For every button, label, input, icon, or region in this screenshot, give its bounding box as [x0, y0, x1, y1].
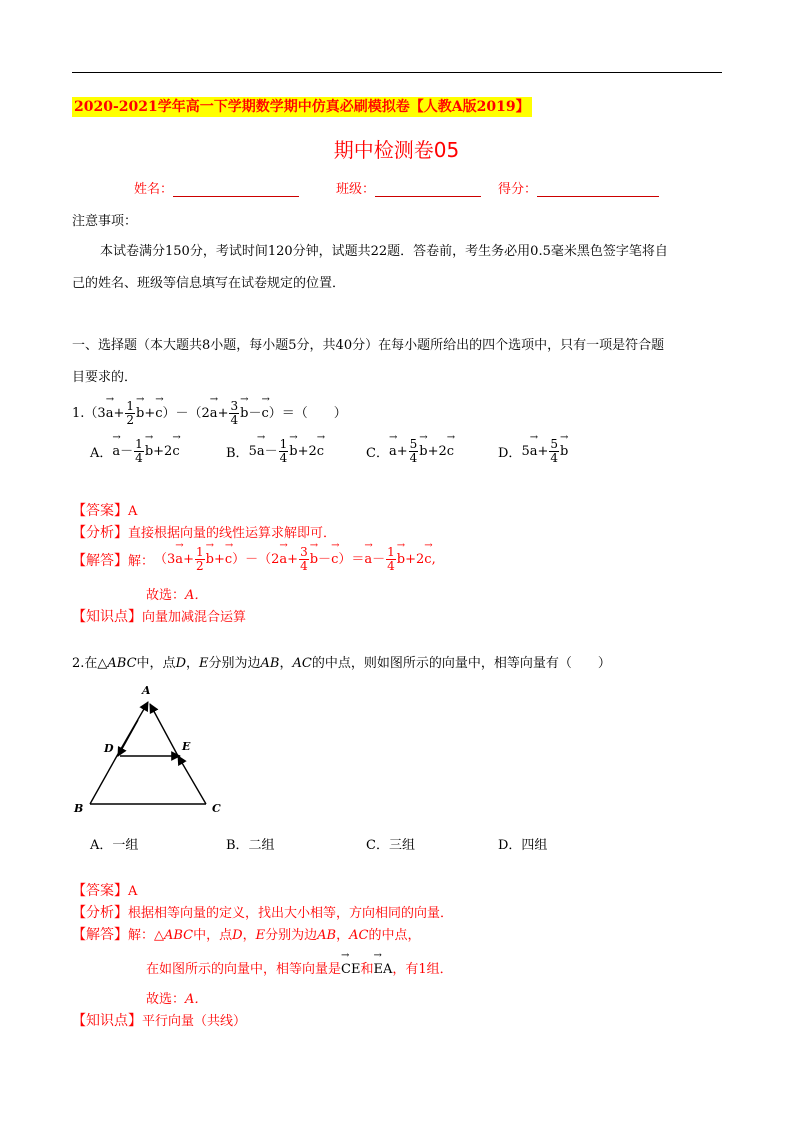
- q2-option-b[interactable]: B．二组: [226, 838, 275, 853]
- q2-solution-tag: 【解答】: [72, 927, 128, 943]
- q2-sol-part: ，: [242, 928, 256, 943]
- q1-option-b-expr: 5→ a－ $\frac{1}{4}$ → b+2→ c: [249, 438, 324, 465]
- q1-knowledge-text: 向量加减混合运算: [142, 610, 247, 625]
- q1-answer-value: A: [128, 504, 138, 519]
- q2-sol-d: D: [232, 928, 243, 943]
- name-label: 姓名：: [134, 182, 174, 197]
- label-a: A: [142, 684, 151, 697]
- q2-sol-part: 中，点: [193, 928, 233, 943]
- name-field[interactable]: [173, 184, 299, 197]
- q1-conclusion: [146, 584, 207, 603]
- label-b: B: [74, 802, 84, 815]
- vector-ea: [150, 704, 178, 756]
- q1-option-d-expr: 5→ a+ $\frac{5}{4}$ → b: [521, 438, 568, 465]
- q1-option-c-label: C．: [366, 446, 389, 461]
- question-1-stem: [72, 400, 347, 427]
- q2-stem-d: D: [175, 656, 186, 671]
- q2-knowledge-tag: 【知识点】: [72, 1013, 142, 1029]
- q2-conclusion-prefix: 故选：: [146, 992, 186, 1007]
- q2-stem-part: 中，点: [136, 656, 176, 671]
- q1-option-b-label: B．: [226, 446, 249, 461]
- q1-conclusion-value: A．: [185, 588, 208, 603]
- q2-sol-part: 的中点，: [368, 928, 421, 943]
- q2-analysis-text: 根据相等向量的定义，找出大小相等，方向相同的向量．: [128, 906, 454, 921]
- page-title: 期中检测卷05: [333, 138, 460, 162]
- q2-sol-abc: ABC: [164, 928, 194, 943]
- q2-stem-part: 的中点，则如图所示的向量中，相等向量有（ ）: [311, 656, 611, 671]
- q1-analysis-tag: 【分析】: [72, 525, 128, 541]
- score-field[interactable]: [537, 184, 659, 197]
- q1-solution-prefix: 解：: [128, 554, 155, 569]
- exam-banner: 2020-2021学年高一下学期数学期中仿真必刷模拟卷【人教A版2019】: [74, 99, 530, 115]
- q2-sol-part: ，: [336, 928, 350, 943]
- q1-answer-tag: 【答案】: [72, 503, 128, 519]
- q2-stem-e: E: [199, 656, 209, 671]
- q2-sol-part: ，有1组．: [392, 962, 453, 977]
- q2-analysis-tag: 【分析】: [72, 905, 128, 921]
- q1-knowledge-tag: 【知识点】: [72, 609, 142, 625]
- q1-conclusion-prefix: 故选：: [146, 588, 186, 603]
- q2-sol-part: 在如图所示的向量中，相等向量是: [146, 962, 342, 977]
- q1-analysis: [72, 522, 336, 542]
- score-row: [498, 178, 659, 197]
- q2-stem-ab: AB: [260, 656, 280, 671]
- question-2-stem: [72, 652, 611, 671]
- q2-stem-part: 分别为边: [208, 656, 261, 671]
- segment-bd: [90, 754, 118, 804]
- q2-solution-line-1: [72, 924, 420, 944]
- q1-analysis-text: 直接根据向量的线性运算求解即可．: [128, 526, 337, 541]
- vector-ea-text: → EA: [373, 962, 392, 977]
- score-label: 得分：: [498, 182, 538, 197]
- q1-option-c-expr: → a+ $\frac{5}{4}$ → b+2→ c: [389, 438, 454, 465]
- q2-stem-part: ，: [186, 656, 200, 671]
- notes-line-1: 本试卷满分150分，考试时间120分钟，试题共22题．答卷前，考生务必用0.5毫米黑色签字笔将自: [100, 244, 668, 259]
- q2-option-c[interactable]: C．三组: [366, 838, 415, 853]
- q2-option-a[interactable]: A．一组: [90, 838, 139, 853]
- q2-answer-tag: 【答案】: [72, 883, 128, 899]
- question-1-number: 1.: [72, 406, 85, 421]
- q2-stem-part: ，: [279, 656, 293, 671]
- q2-knowledge-text: 平行向量（共线）: [142, 1014, 247, 1029]
- label-d: D: [104, 742, 114, 755]
- q2-answer-value: A: [128, 884, 138, 899]
- q2-knowledge: [72, 1010, 246, 1030]
- vector-ce-text: → CE: [341, 962, 360, 977]
- q2-sol-part: 和: [360, 962, 374, 977]
- q2-sol-ac: AC: [349, 928, 369, 943]
- q2-sol-part: 解：△: [128, 928, 164, 943]
- section-heading-line-1: 一、选择题（本大题共8小题，每小题5分，共40分）在每小题所给出的四个选项中，只有一项是符合题: [72, 338, 665, 353]
- q2-option-d[interactable]: D．四组: [498, 838, 548, 853]
- q2-stem-part: 2.在△: [72, 656, 108, 671]
- q2-sol-part: 分别为边: [265, 928, 318, 943]
- vector-ce: [178, 756, 206, 804]
- q1-solution-expr: （3→ a+ $\frac{1}{2}$ → b+→ c）－（2→ a+ $\frac{3}{4}$ → b－→ c）＝→ a－ $\frac{1}{4}$ → b+2→ c,: [154, 546, 436, 573]
- section-heading-line-2: 目要求的．: [72, 370, 138, 385]
- class-row: [336, 178, 481, 197]
- q1-option-a[interactable]: [90, 438, 180, 465]
- q2-conclusion: [146, 988, 207, 1007]
- q2-solution-line-2: [146, 958, 453, 977]
- q2-stem-ac: AC: [292, 656, 312, 671]
- name-row: [134, 178, 299, 197]
- q1-option-c[interactable]: [366, 438, 454, 465]
- q2-stem-abc: ABC: [107, 656, 137, 671]
- vector-ad: [118, 720, 138, 756]
- q1-answer: [72, 500, 137, 520]
- q1-option-d-label: D．: [498, 446, 522, 461]
- q1-knowledge: [72, 606, 246, 626]
- q1-option-a-label: A．: [90, 446, 113, 461]
- q1-expression: （3→ a+ $\frac{1}{2}$ → b+→ c）－（2→ a+ $\frac{3}{4}$ → b－→ c）＝（ ）: [84, 400, 346, 427]
- notes-heading: 注意事项：: [72, 214, 138, 229]
- q2-conclusion-value: A．: [185, 992, 208, 1007]
- label-c: C: [212, 802, 221, 815]
- q2-analysis: [72, 902, 453, 922]
- q1-solution-tag: 【解答】: [72, 552, 128, 569]
- label-e: E: [182, 740, 191, 753]
- q2-answer: [72, 880, 137, 900]
- q1-option-a-expr: → a－ $\frac{1}{4}$ → b+2→ c: [112, 438, 179, 465]
- triangle-figure: [68, 682, 228, 818]
- header-rule: [72, 72, 722, 73]
- q1-option-b[interactable]: [226, 438, 324, 465]
- q2-sol-e: E: [255, 928, 266, 943]
- q1-solution: [72, 546, 436, 573]
- class-field[interactable]: [375, 184, 481, 197]
- notes-line-2: 己的姓名、班级等信息填写在试卷规定的位置．: [72, 276, 346, 291]
- q1-option-d[interactable]: [498, 438, 568, 465]
- class-label: 班级：: [336, 182, 376, 197]
- q2-sol-ab: AB: [317, 928, 337, 943]
